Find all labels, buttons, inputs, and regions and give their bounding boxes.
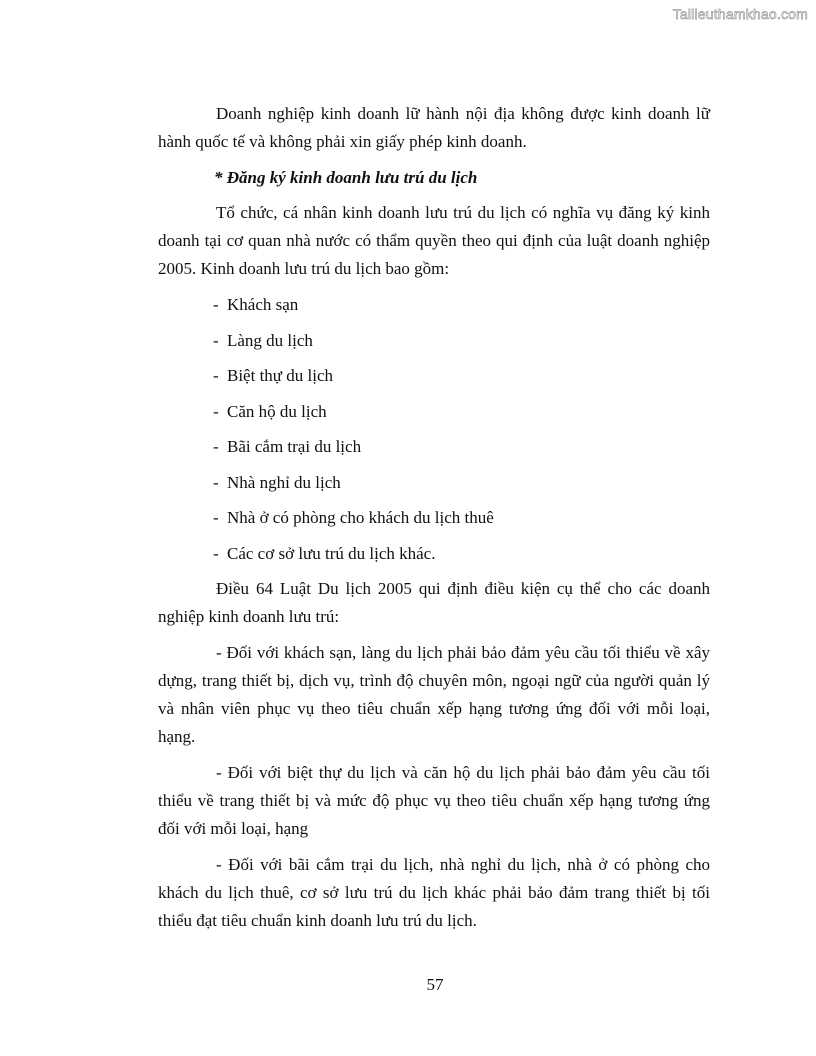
intro-paragraph: Doanh nghiệp kinh doanh lữ hành nội địa không được kinh doanh lữ hành quốc tế và không phải xin giấy phép kinh doanh. [158, 104, 710, 151]
list-item: - Nhà ở có phòng cho khách du lịch thuê [213, 508, 494, 527]
registration-paragraph: Tổ chức, cá nhân kinh doanh lưu trú du lịch có nghĩa vụ đăng ký kinh doanh tại cơ quan nhà nước có thẩm quyền theo qui định của luật doanh nghiệp 2005. Kinh doanh lưu trú du lịch bao gồm: [158, 203, 710, 278]
list-item: - Các cơ sở lưu trú du lịch khác. [213, 543, 436, 563]
condition-camp-paragraph: - Đối với bãi cắm trại du lịch, nhà nghỉ du lịch, nhà ở có phòng cho khách du lịch thuê, cơ sở lưu trú du lịch khác phải bảo đảm trang thiết bị tối thiểu đạt tiêu chuẩn kinh doanh lưu trú du lịch. [158, 855, 710, 930]
section-heading: * Đăng ký kinh doanh lưu trú du lịch [214, 168, 478, 187]
watermark: Tailieuthamkhao.com [672, 6, 808, 22]
article-64-paragraph: Điều 64 Luật Du lịch 2005 qui định điều kiện cụ thể cho các doanh nghiệp kinh doanh lưu trú: [158, 579, 710, 626]
list-item: - Làng du lịch [213, 330, 313, 350]
list-item: - Khách sạn [213, 295, 299, 314]
list-item: - Căn hộ du lịch [213, 401, 327, 421]
page-content [158, 100, 710, 935]
list-item: - Bãi cắm trại du lịch [213, 437, 362, 456]
list-item: - Nhà nghỉ du lịch [213, 472, 341, 492]
page-number: 57 [426, 975, 444, 994]
list-item: - Biệt thự du lịch [213, 366, 334, 385]
accommodation-types-list [158, 291, 710, 568]
condition-hotel-paragraph: - Đối với khách sạn, làng du lịch phải bảo đảm yêu cầu tối thiểu về xây dựng, trang thiết bị, dịch vụ, trình độ chuyên môn, ngoại ngữ của người quản lý và nhân viên phục vụ theo tiêu chuẩn xếp hạng tương ứng đối với mỗi loại, hạng. [158, 643, 710, 746]
condition-villa-paragraph: - Đối với biệt thự du lịch và căn hộ du lịch phải bảo đảm yêu cầu tối thiểu về trang thiết bị và mức độ phục vụ theo tiêu chuẩn xếp hạng tương ứng đối với mỗi loại, hạng [158, 763, 710, 838]
